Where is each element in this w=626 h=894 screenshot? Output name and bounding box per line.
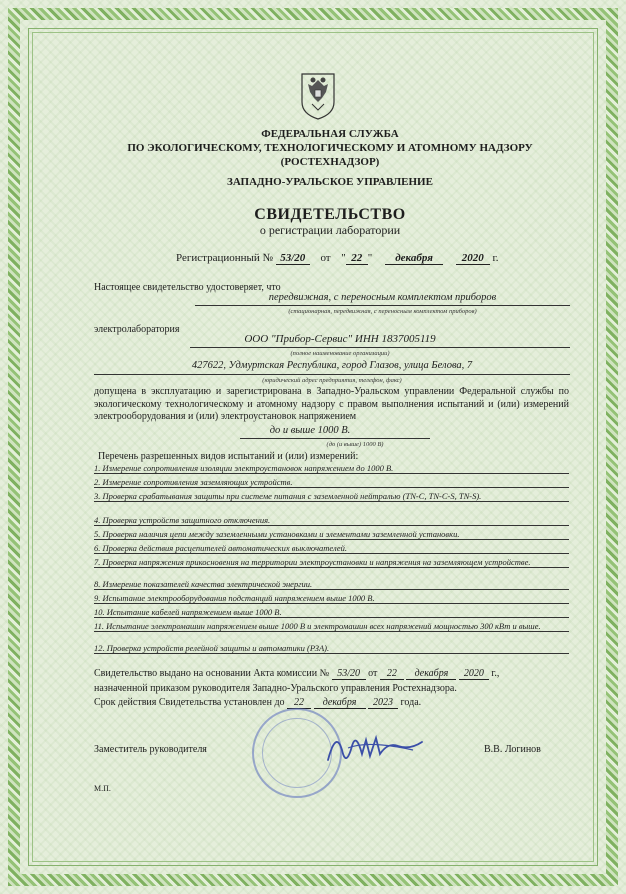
test-item: 1. Измерение сопротивления изоляции электроустановок напряжением до 1000 В. xyxy=(94,463,569,474)
test-item: 7. Проверка напряжения прикосновения на территории электроустановки и напряжения на заземляющем устройстве. xyxy=(94,557,569,568)
seal-place-label: М.П. xyxy=(94,784,111,793)
test-item: 6. Проверка действия расцепителей автоматических выключателей. xyxy=(94,543,569,554)
address-value: 427622, Удмуртская Республика, город Глазов, улица Белова, 7 xyxy=(191,360,473,371)
agency-line-2: ПО ЭКОЛОГИЧЕСКОМУ, ТЕХНОЛОГИЧЕСКОМУ И АТОМНОМУ НАДЗОРУ xyxy=(127,142,533,154)
test-item: 11. Испытание электромашин напряжением выше 1000 В и электромашин всех напряжений мощностью 300 кВт и выше. xyxy=(94,621,569,632)
lab-label: электролаборатория xyxy=(94,324,180,335)
reg-number: 53/20 xyxy=(276,252,310,265)
reg-month: декабря xyxy=(385,252,443,265)
reg-label: Регистрационный № xyxy=(176,252,274,264)
org-name-hint: (полное наименование организации) xyxy=(290,350,390,357)
agency-name xyxy=(90,127,570,169)
address-hint: (юридический адрес предприятия, телефон, факс) xyxy=(262,377,402,384)
reg-day: 22 xyxy=(346,252,368,265)
test-item: 9. Испытание электрооборудования подстанций напряжением выше 1000 В. xyxy=(94,593,569,604)
validity-line xyxy=(94,697,574,709)
voltage-value: до и выше 1000 В. xyxy=(269,425,351,436)
reg-year: 2020 xyxy=(456,252,490,265)
document-subtitle: о регистрации лаборатории xyxy=(259,223,401,237)
underline xyxy=(240,438,430,439)
order-line: назначенной приказом руководителя Западно-Уральского управления Ростехнадзора. xyxy=(94,683,457,694)
test-item: 3. Проверка срабатывания защиты при системе питания с заземленной нейтралью (TN-C, TN-C-S, TN-S). xyxy=(94,491,569,502)
registration-line xyxy=(176,252,499,265)
valid-day: 22 xyxy=(287,697,311,709)
quote-open: " xyxy=(341,252,346,264)
org-name-value: ООО "Прибор-Сервис" ИНН 1837005119 xyxy=(244,333,436,345)
act-from: от xyxy=(368,668,378,679)
test-item: 4. Проверка устройств защитного отключения. xyxy=(94,515,569,526)
act-number: 53/20 xyxy=(332,668,366,680)
valid-suffix: года. xyxy=(400,697,422,708)
act-month: декабря xyxy=(406,668,456,680)
test-item: 10. Испытание кабелей напряжением выше 1000 В. xyxy=(94,607,569,618)
test-item: 8. Измерение показателей качества электрической энергии. xyxy=(94,579,569,590)
underline xyxy=(195,305,570,306)
valid-month: декабря xyxy=(314,697,366,709)
signer-name: В.В. Логинов xyxy=(484,744,541,755)
valid-year: 2023 xyxy=(368,697,398,709)
admission-paragraph: допущена в эксплуатацию и зарегистрирована в Западно-Уральском управлении Федеральной службы по экологическому технологическому и атомному надзору с правом выполнения испытаний и (или) измерений электрооборудования и (или) электроустановок напряжением xyxy=(94,386,569,422)
underline xyxy=(94,374,570,375)
reg-from-label: от xyxy=(320,252,331,264)
act-suffix: г., xyxy=(491,668,500,679)
agency-line-3: (РОСТЕХНАДЗОР) xyxy=(280,156,380,168)
basis-line xyxy=(94,668,574,680)
handwritten-signature xyxy=(318,720,428,780)
signer-title: Заместитель руководителя xyxy=(94,744,207,755)
agency-line-1: ФЕДЕРАЛЬНАЯ СЛУЖБА xyxy=(261,128,399,140)
underline xyxy=(190,347,570,348)
coat-of-arms-emblem xyxy=(298,68,338,120)
quote-close: " xyxy=(367,252,373,264)
act-day: 22 xyxy=(380,668,404,680)
validity-prefix: Срок действия Свидетельства установлен до xyxy=(94,697,285,708)
lab-type-hint: (стационарная, передвижная, с переносным комплектом приборов) xyxy=(288,308,477,315)
test-item: 12. Проверка устройств релейной защиты и автоматики (РЗА). xyxy=(94,643,569,654)
lab-type-value: передвижная, с переносным комплектом приборов xyxy=(268,292,497,303)
document-title: СВИДЕТЕЛЬСТВО xyxy=(254,206,406,223)
reg-year-suffix: г. xyxy=(492,252,499,264)
test-item: 5. Проверка наличия цепи между заземленными установками и элементами заземленной установки. xyxy=(94,529,569,540)
tests-list-heading: Перечень разрешенных видов испытаний и (или) измерений: xyxy=(98,451,359,462)
certifies-text: Настоящее свидетельство удостоверяет, что xyxy=(94,282,281,293)
test-item: 2. Измерение сопротивления заземляющих устройств. xyxy=(94,477,569,488)
act-year: 2020 xyxy=(459,668,489,680)
department-name: ЗАПАДНО-УРАЛЬСКОЕ УПРАВЛЕНИЕ xyxy=(227,176,433,188)
basis-prefix: Свидетельство выдано на основании Акта комиссии № xyxy=(94,668,330,679)
voltage-hint: (до (и выше) 1000 В) xyxy=(326,441,384,448)
